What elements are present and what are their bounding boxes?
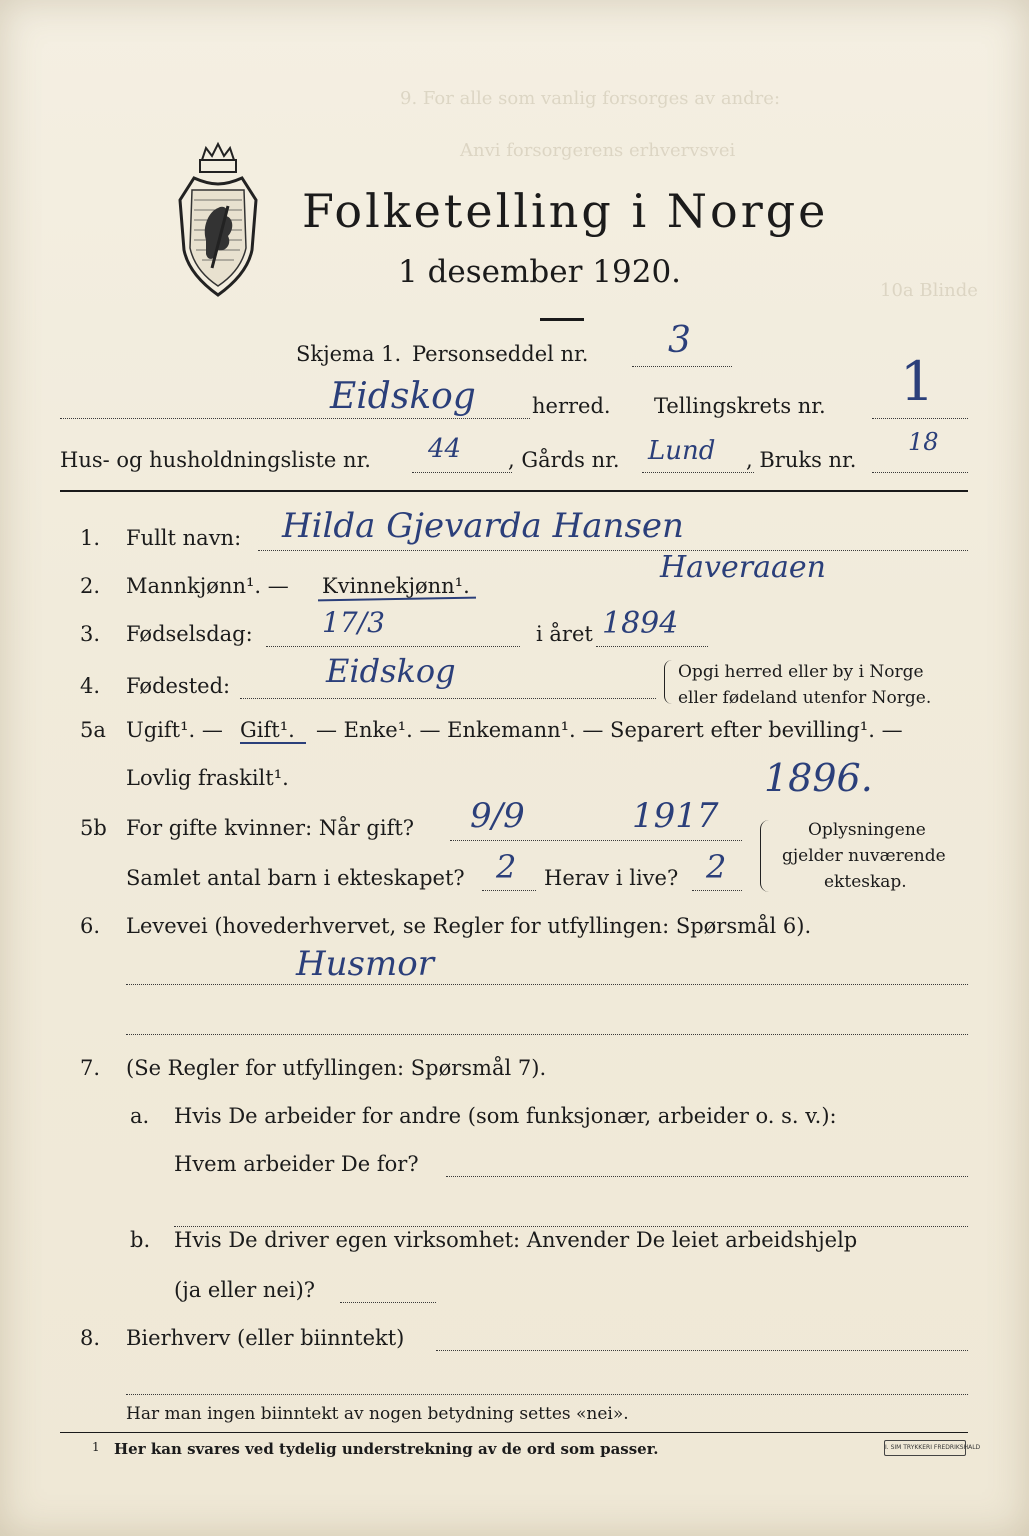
q5b-children-line — [482, 890, 536, 891]
q2-female-option: Kvinnekjønn¹. — [322, 574, 470, 598]
header-divider — [60, 490, 968, 492]
q5b-number: 5b — [80, 816, 107, 840]
gards-line — [642, 472, 754, 473]
q3-date-line — [266, 646, 520, 647]
footer-note: Har man ingen biinntekt av nogen betydning settes «nei». — [126, 1404, 629, 1424]
q1-number: 1. — [80, 526, 101, 550]
bleed-through-text: Anvi forsorgerens erhvervsvei — [460, 140, 736, 161]
q1-name-value: Hilda Gjevarda Hansen — [282, 506, 684, 546]
tellingskrets-label: Tellingskrets nr. — [654, 394, 826, 418]
personseddel-label: Personseddel nr. — [412, 342, 589, 366]
q3-year-value: 1894 — [602, 606, 679, 641]
q4-label: Fødested: — [126, 674, 231, 698]
q6-label: Levevei (hovederhvervet, se Regler for utfyllingen: Spørsmål 6). — [126, 914, 812, 938]
herred-line — [60, 418, 530, 419]
form-title: Folketelling i Norge — [302, 184, 829, 238]
q7a-line2 — [174, 1226, 968, 1227]
q4-note-brace — [664, 660, 673, 704]
q5a-fraskilt-option: Lovlig fraskilt¹. — [126, 766, 289, 790]
printer-stamp — [884, 1440, 981, 1456]
q8-label: Bierhverv (eller biinntekt) — [126, 1326, 405, 1350]
q3-year-line — [596, 646, 708, 647]
q5a-margin-year: 1896. — [764, 756, 873, 800]
q6-value: Husmor — [296, 944, 434, 984]
q5a-gift-underline — [240, 742, 306, 744]
q7b-letter: b. — [130, 1228, 151, 1252]
q3-year-label: i året — [536, 622, 593, 646]
q5b-alive-label: Herav i live? — [544, 866, 679, 890]
q5b-children-value: 2 — [496, 848, 517, 886]
gards-label: , Gårds nr. — [508, 448, 620, 472]
q6-line2 — [126, 1034, 968, 1035]
q5b-children-label: Samlet antal barn i ekteskapet? — [126, 866, 465, 890]
q8-number: 8. — [80, 1326, 101, 1350]
q7-label: (Se Regler for utfyllingen: Spørsmål 7). — [126, 1056, 547, 1080]
q7a-letter: a. — [130, 1104, 150, 1128]
q7a-line1 — [446, 1176, 968, 1177]
gards-value: Lund — [648, 436, 716, 466]
herred-label: herred. — [532, 394, 611, 418]
q5a-ugift-option: Ugift¹. — — [126, 718, 223, 742]
q8-line1 — [436, 1350, 968, 1351]
household-list-line — [412, 472, 512, 473]
q3-label: Fødselsdag: — [126, 622, 253, 646]
schema-label: Skjema 1. — [296, 342, 402, 366]
q5b-married-date: 9/9 — [470, 796, 525, 836]
footnote-text: Her kan svares ved tydelig understrekning av de ord som passer. — [114, 1440, 659, 1458]
q7b-question: (ja eller nei)? — [174, 1278, 316, 1302]
bruks-value: 18 — [908, 428, 939, 456]
personseddel-value: 3 — [668, 320, 691, 361]
census-date: 1 desember 1920. — [398, 254, 682, 290]
q7a-question: Hvem arbeider De for? — [174, 1152, 419, 1176]
q7-number: 7. — [80, 1056, 101, 1080]
q7a-text: Hvis De arbeider for andre (som funksjonær, arbeider o. s. v.): — [174, 1104, 837, 1128]
q5b-married-year: 1917 — [632, 796, 719, 836]
q7b-text: Hvis De driver egen virksomhet: Anvender De leiet arbeidshjelp — [174, 1228, 858, 1252]
q5b-note-line1: Oplysningene — [808, 820, 926, 840]
q2-number: 2. — [80, 574, 101, 598]
q5b-alive-line — [692, 890, 742, 891]
tellingskrets-line — [872, 418, 968, 419]
q5b-label: For gifte kvinner: Når gift? — [126, 816, 415, 840]
q5b-note-line2: gjelder nuværende — [782, 846, 946, 866]
q5b-alive-value: 2 — [706, 848, 727, 886]
q1-name-addition: Haveraaen — [660, 550, 826, 585]
q8-line2 — [126, 1394, 968, 1395]
q2-male-option: Mannkjønn¹. — — [126, 574, 289, 598]
q3-number: 3. — [80, 622, 101, 646]
household-label: Hus- og husholdningsliste nr. — [60, 448, 371, 472]
q1-line — [258, 550, 968, 551]
q5a-gift-option: Gift¹. — [240, 718, 295, 742]
q5b-married-line — [450, 840, 742, 841]
bleed-through-text: 10a Blinde — [880, 280, 978, 301]
q5a-other-options: — Enke¹. — Enkemann¹. — Separert efter bevilling¹. — — [316, 718, 903, 742]
printer-stamp-text: I. SIM TRYKKERI FREDRIKSHALD — [885, 1444, 981, 1451]
title-divider — [540, 318, 584, 321]
footnote-mark: 1 — [92, 1440, 100, 1454]
household-list-value: 44 — [428, 434, 462, 464]
q3-date-value: 17/3 — [322, 606, 385, 639]
coat-of-arms-icon — [172, 140, 264, 300]
footer-divider — [60, 1432, 968, 1433]
q4-note-line1: Opgi herred eller by i Norge — [678, 662, 924, 682]
q1-label: Fullt navn: — [126, 526, 242, 550]
q4-number: 4. — [80, 674, 101, 698]
bruks-label: , Bruks nr. — [746, 448, 857, 472]
q5b-note-brace — [760, 820, 769, 892]
q5a-number: 5a — [80, 718, 106, 742]
q7b-line — [340, 1302, 436, 1303]
bleed-through-text: 9. For alle som vanlig forsorges av andre: — [400, 88, 781, 109]
q6-line1 — [126, 984, 968, 985]
personseddel-line — [632, 366, 732, 367]
q4-note-line2: eller fødeland utenfor Norge. — [678, 688, 932, 708]
q4-value: Eidskog — [326, 652, 456, 690]
tellingskrets-value: 1 — [900, 350, 935, 413]
q5b-note-line3: ekteskap. — [824, 872, 907, 892]
q4-line — [240, 698, 656, 699]
q6-number: 6. — [80, 914, 101, 938]
bruks-line — [872, 472, 968, 473]
herred-value: Eidskog — [330, 376, 476, 417]
